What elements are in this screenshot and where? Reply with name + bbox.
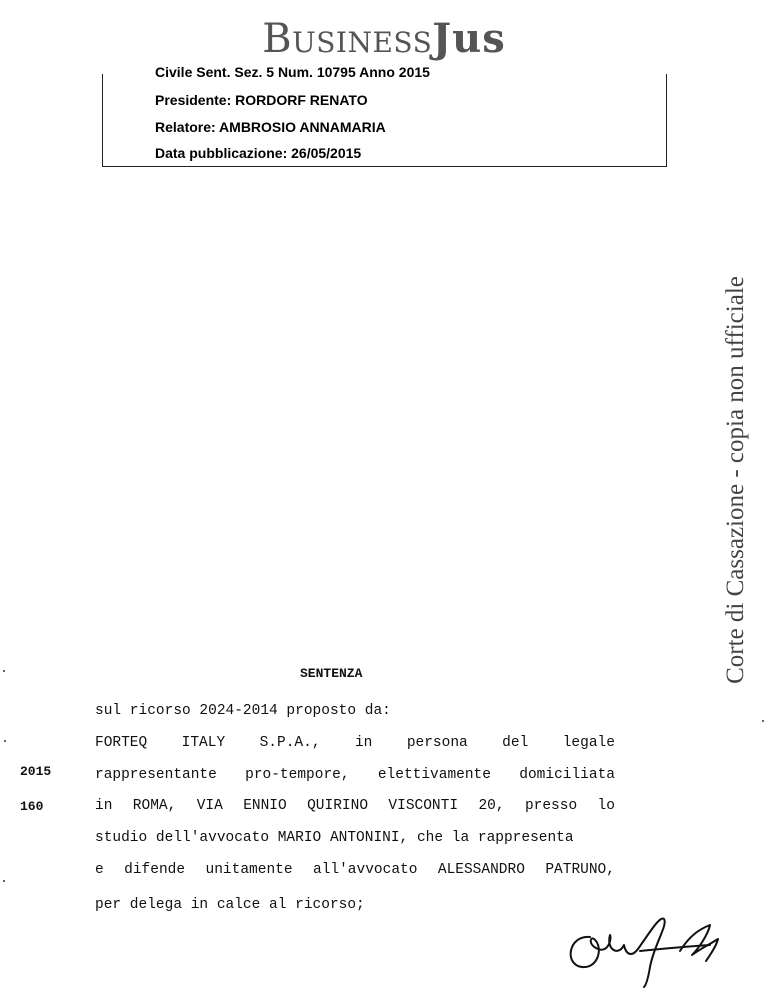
word: ALESSANDRO: [437, 862, 525, 878]
publication-date-line: Data pubblicazione: 26/05/2015: [155, 145, 362, 161]
case-reference-line: Civile Sent. Sez. 5 Num. 10795 Anno 2015: [155, 64, 430, 80]
word: lo: [597, 798, 615, 814]
word: e: [95, 862, 104, 878]
word: PATRUNO,: [545, 862, 615, 878]
word: ENNIO: [243, 798, 287, 814]
scan-speck: [3, 670, 5, 672]
word: ITALY: [181, 735, 226, 751]
body-line-5: studio dell'avvocato MARIO ANTONINI, che la rappresenta: [95, 830, 574, 846]
businessjus-logo: [0, 14, 768, 64]
word: del: [502, 735, 529, 751]
word: legale: [562, 735, 615, 751]
body-line-2: [95, 735, 615, 751]
relatore-line: Relatore: AMBROSIO ANNAMARIA: [155, 119, 386, 135]
body-line-3: [95, 767, 615, 783]
word: pro-tempore,: [245, 767, 350, 783]
body-line-7: per delega in calce al ricorso;: [95, 897, 365, 913]
handwritten-signature: [560, 905, 740, 990]
word: persona: [406, 735, 468, 751]
scan-speck: [3, 880, 5, 882]
case-header-box: [102, 64, 667, 167]
word: rappresentante: [95, 767, 217, 783]
word: VISCONTI: [388, 798, 459, 814]
word: FORTEQ: [95, 735, 148, 751]
word: unitamente: [205, 862, 293, 878]
body-line-6: [95, 862, 615, 878]
word: in: [354, 735, 373, 751]
word: 20,: [478, 798, 505, 814]
margin-number: 160: [20, 799, 44, 814]
word: difende: [124, 862, 186, 878]
word: S.P.A.,: [259, 735, 321, 751]
body-line-1: sul ricorso 2024-2014 proposto da:: [95, 703, 391, 719]
presidente-line: Presidente: RORDORF RENATO: [155, 92, 368, 108]
word: domiciliata: [519, 767, 615, 783]
word: QUIRINO: [307, 798, 369, 814]
word: ROMA,: [132, 798, 177, 814]
document-title: SENTENZA: [300, 666, 363, 681]
word: VIA: [196, 798, 223, 814]
body-line-4: [95, 798, 615, 814]
scan-speck: [4, 740, 6, 742]
word: elettivamente: [377, 767, 491, 783]
word: all'avvocato: [313, 862, 418, 878]
word: presso: [524, 798, 578, 814]
word: in: [95, 798, 113, 814]
court-watermark: Corte di Cassazione - copia non ufficiale: [722, 276, 749, 684]
margin-year: 2015: [20, 764, 52, 779]
scan-speck: [762, 720, 764, 722]
logo-part-jus: Jus: [432, 15, 506, 62]
logo-part-business: Business: [262, 16, 433, 62]
